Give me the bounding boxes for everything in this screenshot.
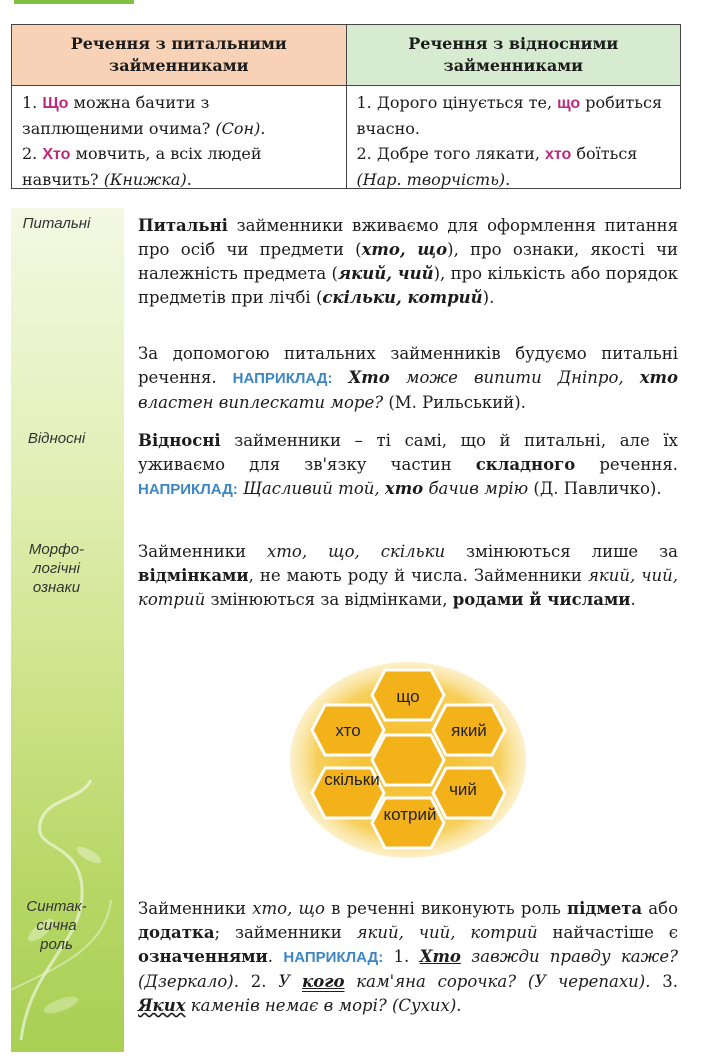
pronoun: Хто [348,368,390,387]
text: або [642,899,678,918]
text: найчастіше є [537,923,678,942]
text: займенники вживаємо для оформлення питання про осіб чи предмети ( [138,216,678,259]
label-line: Морфо- [28,541,85,558]
honey-word: що [396,687,420,706]
number: 3. [662,972,678,991]
pronoun-group: який, чий, котрий [356,923,538,942]
text: ). [482,288,495,307]
text: . [630,590,636,609]
interrogative-paragraph-1 [138,214,678,310]
honey-word: котрий [383,805,437,824]
example-marker: НАПРИКЛАД: [232,370,333,387]
answer: (У черепахи). [516,972,663,991]
quote: Щасливий той, [237,479,385,498]
label-line: логічні [33,560,80,577]
term: відмінками [138,566,249,585]
pronoun-highlight: Хто [42,146,71,163]
example-text: можна бачити з заплющеними очима? [22,93,216,138]
honey-word: який [451,721,487,740]
honey-cell [372,735,444,785]
pronoun: хто [384,479,424,498]
example-source: (Нар. творчість) [356,170,506,189]
text: змінюються лише за [445,542,678,561]
term: додатка [138,923,215,942]
example-answer: (Книжка) [103,170,187,189]
quote: кам'яна сорочка? [344,972,517,991]
pronoun: хто [639,368,678,387]
label-line: Синтак- [26,898,87,915]
text: в реченні виконують роль [324,899,568,918]
punct: . [186,170,192,189]
example-marker: НАПРИКЛАД: [283,949,384,966]
cell-interrogative-examples [12,86,347,188]
object-pronoun: кого [302,972,345,991]
term: означеннями [138,947,268,966]
example-text: мовчить, а всіх людей навчить? [22,144,262,189]
pronoun-highlight: що [557,95,581,112]
quote: бачив мрію [423,479,529,498]
side-label-morphological [0,540,113,597]
term: Відносні [138,431,221,450]
example-text: Дорого цінується те, [371,93,558,112]
pronoun-group: який, чий [337,264,434,283]
source: (М. Рильський). [383,393,526,412]
example-marker: НАПРИКЛАД: [138,481,238,498]
example-number: 2. [22,144,38,163]
cell-relative-examples [347,86,681,188]
table-body [12,86,680,188]
relative-paragraph [138,429,678,502]
source: (Д. Павличко). [528,479,662,498]
text: . [267,947,284,966]
morphological-paragraph [138,540,678,612]
quote: властен виплескати море? [138,393,384,412]
example-text: боїться [571,144,638,163]
example-number: 1. [356,93,372,112]
side-label-relative: Відносні [27,430,86,447]
interrogative-paragraph-2 [138,342,678,415]
term: Питальні [138,216,228,235]
quote: завжди правду каже? [460,947,678,966]
pronoun-group: хто, що, скільки [266,542,446,561]
text: За допомогою питальних займенників будуємо питальні речення. [138,344,678,387]
example-answer: (Сон) [215,119,261,138]
term: складного [475,455,576,474]
subject-pronoun: Хто [419,947,461,966]
pronoun-group: який, чий, котрий [138,566,678,609]
header-interrogative: Речення з питальними займенниками [12,25,347,85]
punct: . [505,170,511,189]
term: підмета [567,899,643,918]
text: ), про кількість або порядок предметів при лічбі ( [138,264,678,307]
comparison-table [11,24,681,189]
label-line: сична [36,917,77,934]
honey-word: хто [335,721,361,740]
example-number: 1. [22,93,38,112]
honeycomb-illustration [288,660,528,860]
label-line: роль [40,936,73,953]
text: речення. [575,455,678,474]
punct: . [260,119,266,138]
number: 2. [250,972,279,991]
honey-word: скільки [324,770,380,789]
text: Займенники [138,542,267,561]
text: змінюються за відмінками, [205,590,453,609]
side-label-interrogative: Питальні [22,215,91,232]
pronoun-group: скільки, котрий [322,288,483,307]
quote: може випити Дніпро, [389,368,640,387]
attribute-pronoun: Яких [138,996,186,1015]
example-text: Добре того лякати, [371,144,545,163]
term: родами й числами [452,590,631,609]
pronoun-group: хто, що [252,899,325,918]
text: Займенники [138,899,253,918]
pronoun-highlight: хто [545,146,572,163]
honey-word: чий [449,780,477,799]
quote: У [278,972,303,991]
answer: (Сухих). [386,996,462,1015]
example-number: 2. [356,144,372,163]
text: займенники – ті самі, що й питальні, але їх уживаємо для зв'язку частин [138,431,678,474]
example-text: робиться вчасно. [356,93,663,138]
pronoun-group: хто, що [361,240,448,259]
text: ; займенники [214,923,357,942]
pronoun-highlight: Що [42,95,69,112]
top-accent-line [14,0,134,4]
quote: каменів немає в морі? [185,996,387,1015]
number: 1. [383,947,420,966]
side-label-syntactic [0,897,113,954]
label-line: ознаки [32,579,81,596]
answer: (Дзеркало). [138,972,251,991]
table-header [12,25,680,86]
text: , не мають роду й числа. Займенники [248,566,588,585]
header-relative: Речення з відносними займенниками [347,25,681,85]
syntactic-paragraph [138,897,678,1018]
text: ), про ознаки, якості чи належність предмета ( [138,240,678,283]
